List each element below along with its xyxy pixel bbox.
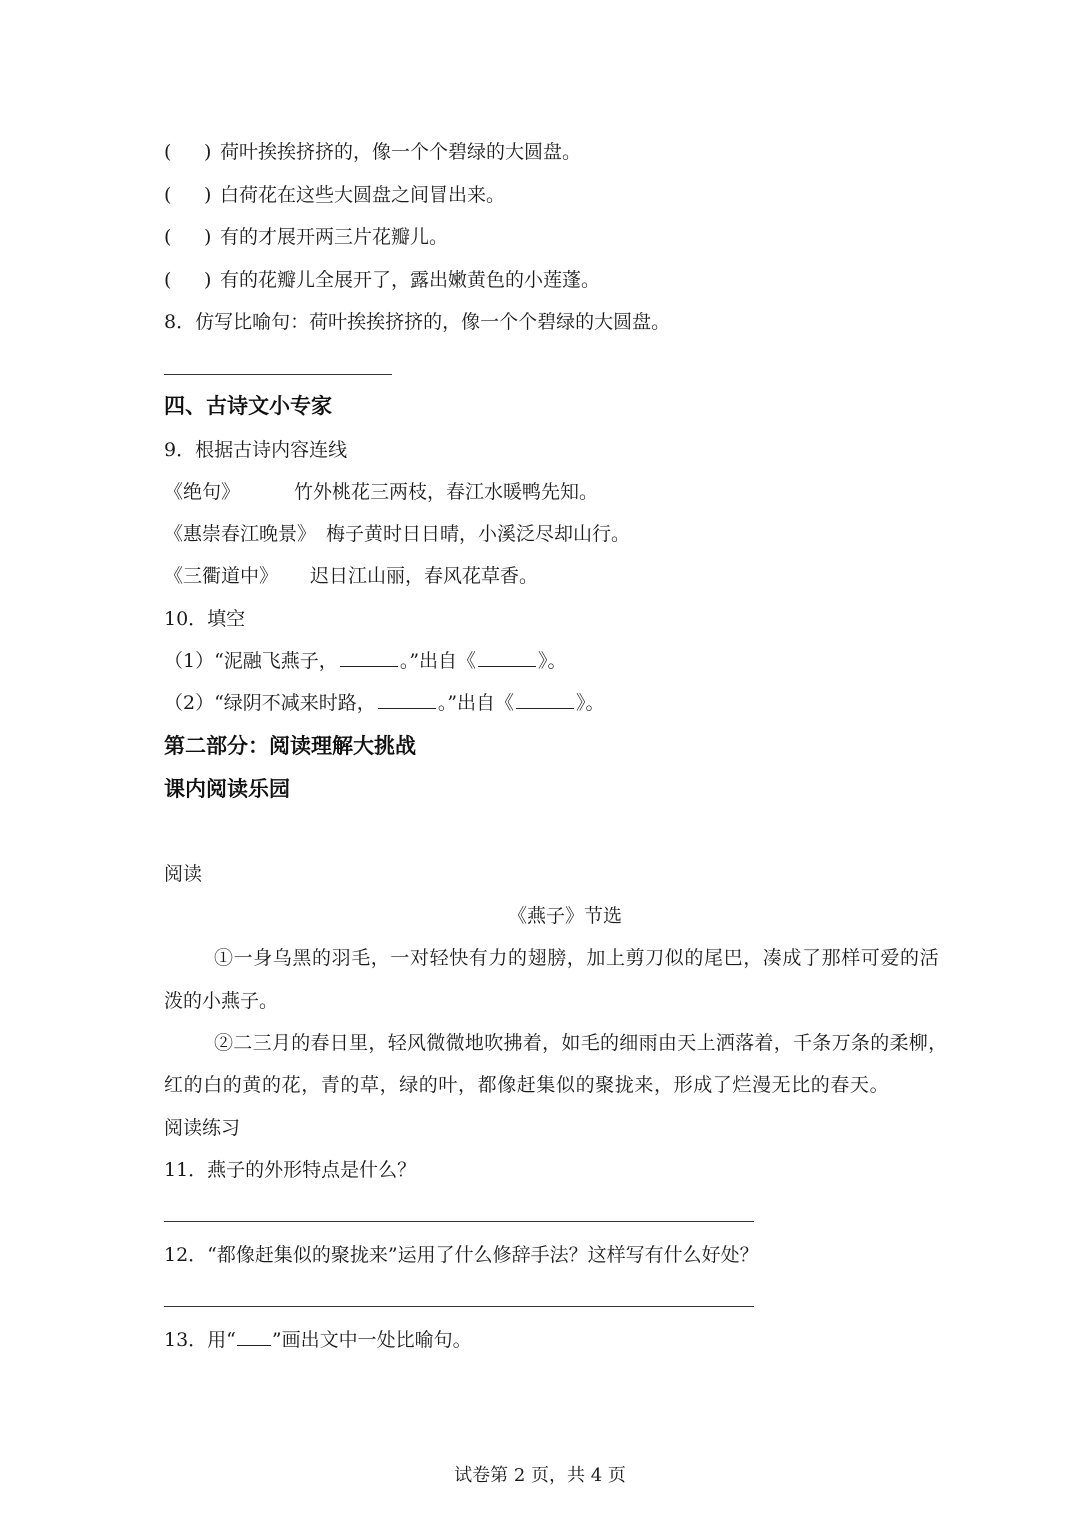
paren-open: ( <box>164 184 172 206</box>
fill-prefix: （1）“泥融飞燕子， <box>164 650 338 672</box>
ordering-item <box>164 267 601 293</box>
paren-open: ( <box>164 141 172 163</box>
answer-blank[interactable] <box>378 690 436 709</box>
reading-label: 阅读 <box>164 863 203 885</box>
underline-sample <box>237 1327 271 1346</box>
poem-verse[interactable]: 迟日江山丽，春风花草香。 <box>310 565 539 587</box>
answer-paren[interactable] <box>164 224 210 250</box>
answer-paren[interactable] <box>164 267 210 293</box>
question-13 <box>164 1327 472 1353</box>
passage-paragraph-1-cont: 泼的小燕子。 <box>164 990 279 1012</box>
passage-paragraph-2: ②二三月的春日里，轻风微微地吹拂着，如毛的细雨由天上洒落着，千条万条的柔柳， <box>214 1032 948 1054</box>
question-12: 12．“都像赶集似的聚拢来”运用了什么修辞手法？这样写有什么好处？ <box>164 1244 759 1266</box>
paren-open: ( <box>164 269 172 291</box>
answer-blank[interactable] <box>516 690 574 709</box>
paren-close: ) <box>204 226 212 248</box>
ordering-item <box>164 139 582 165</box>
poem-title[interactable]: 《绝句》 <box>164 481 241 503</box>
question-9: 9．根据古诗内容连线 <box>164 439 348 461</box>
fill-mid: 。”出自《 <box>399 650 477 672</box>
answer-blank[interactable] <box>478 648 536 667</box>
part-heading: 第二部分：阅读理解大挑战 <box>164 734 416 758</box>
paren-close: ) <box>204 184 212 206</box>
poem-verse[interactable]: 梅子黄时日日晴，小溪泛尽却山行。 <box>326 523 631 545</box>
ordering-item <box>164 224 449 250</box>
ordering-text: 有的才展开两三片花瓣儿。 <box>220 226 449 248</box>
passage-title: 《燕子》节选 <box>507 905 622 927</box>
fill-blank-item <box>164 690 605 716</box>
answer-paren[interactable] <box>164 139 210 165</box>
paren-close: ) <box>204 269 212 291</box>
question-11: 11．燕子的外形特点是什么？ <box>164 1159 417 1181</box>
fill-suffix: 》。 <box>538 650 567 672</box>
poem-row <box>164 521 316 547</box>
answer-paren[interactable] <box>164 182 210 208</box>
ordering-text: 荷叶挨挨挤挤的，像一个个碧绿的大圆盘。 <box>220 141 582 163</box>
answer-blank[interactable] <box>340 648 398 667</box>
subsection-heading: 课内阅读乐园 <box>164 777 290 801</box>
fill-suffix: 》。 <box>576 692 605 714</box>
passage-paragraph-2-cont: 红的白的黄的花，青的草，绿的叶，都像赶集似的聚拢来，形成了烂漫无比的春天。 <box>164 1074 890 1096</box>
answer-line-q11[interactable] <box>164 1221 754 1222</box>
ordering-text: 白荷花在这些大圆盘之间冒出来。 <box>220 184 506 206</box>
poem-title[interactable]: 《惠崇春江晚景》 <box>164 523 317 545</box>
ordering-text: 有的花瓣儿全展开了，露出嫩黄色的小莲蓬。 <box>220 269 601 291</box>
page-footer: 试卷第 2 页，共 4 页 <box>454 1465 626 1486</box>
paren-open: ( <box>164 226 172 248</box>
poem-row <box>164 479 240 505</box>
q13-suffix: ”画出文中一处比喻句。 <box>271 1329 472 1351</box>
passage-paragraph-1: ①一身乌黑的羽毛，一对轻快有力的翅膀，加上剪刀似的尾巴，凑成了那样可爱的活 <box>214 947 940 969</box>
answer-line-q8[interactable] <box>164 374 392 375</box>
answer-line-q12[interactable] <box>164 1306 754 1307</box>
section-heading: 四、古诗文小专家 <box>164 394 332 418</box>
poem-row <box>164 563 278 589</box>
poem-verse[interactable]: 竹外桃花三两枝，春江水暖鸭先知。 <box>294 481 599 503</box>
ordering-item <box>164 182 506 208</box>
fill-blank-item <box>164 648 567 674</box>
fill-prefix: （2）“绿阴不减来时路， <box>164 692 376 714</box>
fill-mid: 。”出自《 <box>437 692 515 714</box>
paren-close: ) <box>204 141 212 163</box>
question-10: 10．填空 <box>164 608 246 630</box>
question-8: 8．仿写比喻句：荷叶挨挨挤挤的，像一个个碧绿的大圆盘。 <box>164 311 671 333</box>
q13-prefix: 13．用“ <box>164 1329 236 1351</box>
exercise-label: 阅读练习 <box>164 1117 241 1139</box>
poem-title[interactable]: 《三衢道中》 <box>164 565 279 587</box>
